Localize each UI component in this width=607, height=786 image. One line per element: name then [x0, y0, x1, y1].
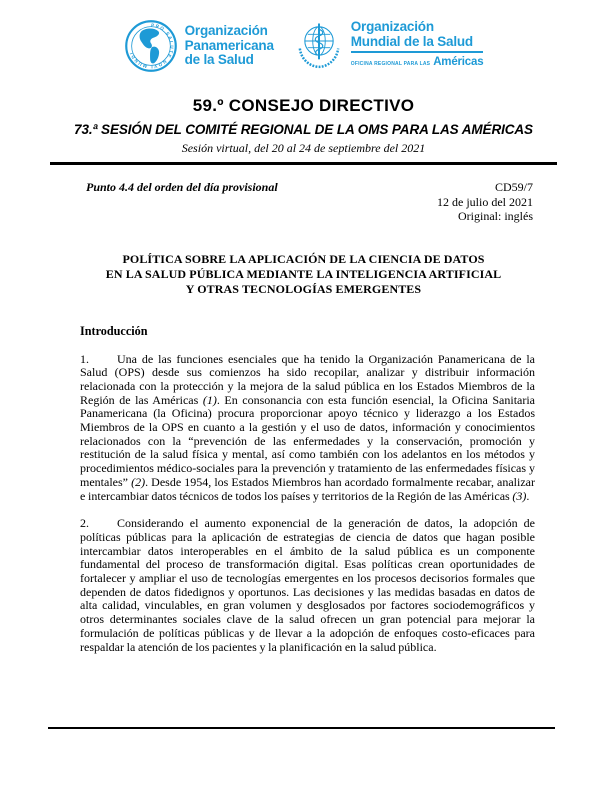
paragraph — [80, 353, 535, 504]
paho-logo-line: de la Salud — [184, 52, 254, 68]
document-title-line: EN LA SALUD PÚBLICA MEDIANTE LA INTELIGENCIA ARTIFICIAL — [105, 266, 502, 281]
logo-header — [0, 0, 607, 79]
who-logo-text — [351, 20, 484, 72]
reference-citation: (2) — [131, 474, 146, 489]
document-meta — [86, 180, 533, 224]
reference-citation: (1) — [202, 392, 217, 407]
paho-logo-line: Panamericana — [184, 37, 274, 53]
paho-emblem-icon — [124, 19, 178, 73]
text-segment: Una de las funciones esenciales que ha tenido la Organización Panamericana de la Salud (OPS) desde sus comienzos ha sido recopilar, analizar y distribuir información relacionada con la protección y la mejora de la salud pública en los Estados Miembros de la Región de las Américas — [80, 351, 535, 407]
who-underline-divider — [351, 51, 484, 53]
paho-logo — [124, 19, 274, 73]
session-date: Sesión virtual, del 20 al 24 de septiembre del 2021 — [181, 141, 426, 155]
paho-logo-text — [185, 24, 274, 68]
paragraph-number: 2. — [80, 516, 89, 531]
paho-logo-line: Organización — [184, 23, 268, 39]
who-region-line — [351, 55, 484, 72]
paragraph — [80, 517, 535, 654]
text-segment: . Desde 1954, los Estados Miembros han acordado formalmente recabar, analizar e intercambiar datos técnicos de todos los países y territorios de la Región de las Américas — [80, 474, 536, 503]
who-logo-line: Mundial de la Salud — [350, 33, 473, 49]
document-title-line: Y OTRAS TECNOLOGÍAS EMERGENTES — [185, 281, 422, 296]
document-code: CD59/7 — [494, 180, 533, 194]
agenda-item: Punto 4.4 del orden del día provisional — [86, 180, 278, 194]
council-title: 59.º CONSEJO DIRECTIVO — [192, 96, 415, 115]
footer-rule-divider — [48, 727, 555, 729]
text-segment: Considerando el aumento exponencial de la generación de datos, la adopción de políticas públicas para la aplicación de estrategias de ciencia de datos que hagan posible intercambiar datos interoperables en el ámbito de la salud pública es un componente fundamental del proceso de transformación digital. Esas políticas crean oportunidades de fortalecer y ampliar el uso de tecnologías emergentes en los procesos decisorios formales que dependen de datos fidedignos y oportunos. Las decisiones y las medidas basadas en datos de alta calidad, vinculables, en gran volumen y desglosados por factores sociodemográficos y otros determinantes sociales clave de la salud ofrecen un gran potencial para mejorar la formulación de políticas públicas y de llevar a la adopción de enfoques costo-eficaces para respaldar la atención de los pacientes y la planificación en la salud pública. — [80, 516, 535, 654]
document-title-line: POLÍTICA SOBRE LA APLICACIÓN DE LA CIENCIA DE DATOS — [122, 251, 485, 266]
who-logo-line: Organización — [350, 19, 434, 35]
who-emblem-icon — [294, 20, 344, 72]
session-title: 73.ª SESIÓN DEL COMITÉ REGIONAL DE LA OMS PARA LAS AMÉRICAS — [74, 122, 533, 137]
who-logo — [294, 20, 484, 72]
document-original-language: Original: inglés — [458, 209, 533, 223]
who-region-name: Américas — [433, 56, 484, 69]
text-segment: . En consonancia con esta función esencial, la Oficina Sanitaria Panamericana (la Oficina) procura proporcionar apoyo técnico y liderazgo a los Estados Miembros de la OPS en cuanto a la gestión y el uso de datos, información y conocimientos relacionados con la “prevención de las enfermedades y la conservación, promoción y restitución de la salud física y mental, así como también con los adelantos en los métodos y procedimientos médico-sociales para la prevención y tratamiento de las enfermedades físicas y mentales” — [80, 392, 536, 489]
document-date: 12 de julio del 2021 — [437, 194, 533, 209]
document-title — [0, 252, 607, 297]
who-region-prefix: OFICINA REGIONAL PARA LAS — [350, 61, 431, 68]
header-rule-divider — [50, 162, 557, 165]
text-segment: . — [526, 488, 530, 503]
paho-motto: PRO SALUTE NOVI MUNDI — [128, 22, 175, 70]
paragraph-number: 1. — [80, 351, 89, 366]
document-body — [80, 353, 535, 655]
document-meta-right — [437, 180, 533, 224]
section-heading-introduccion: Introducción — [80, 323, 148, 338]
reference-citation: (3) — [512, 488, 527, 503]
